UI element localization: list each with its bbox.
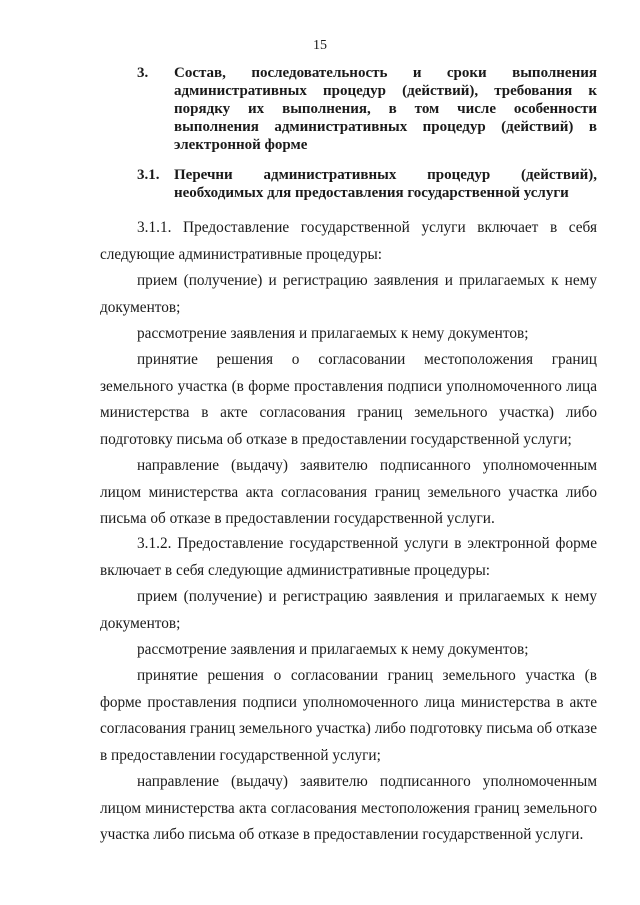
section-3-1-title: Перечни административных процедур (действий), необходимых для предоставления государственной услуги [174, 167, 597, 201]
list-item-review: рассмотрение заявления и прилагаемых к нему документов; [137, 325, 529, 342]
list-item-intake: прием (получение) и регистрацию заявления и прилагаемых к нему документов; [100, 272, 597, 316]
list-item-review-electronic: рассмотрение заявления и прилагаемых к нему документов; [137, 641, 529, 658]
paragraph-3-1-1: 3.1.1. Предоставление государственной услуги включает в себя следующие административные процедуры: [100, 219, 597, 263]
list-item-delivery: направление (выдачу) заявителю подписанного уполномоченным лицом министерства акта согласования границ земельного участка либо письма об отказе в предоставлении государственной услуги. [100, 457, 597, 527]
list-item-delivery-electronic: направление (выдачу) заявителю подписанного уполномоченным лицом министерства акта согласования местоположения границ земельного участка либо письма об отказе в предоставлении государственной услуги. [100, 773, 597, 843]
section-3-1-number: 3.1. [137, 167, 160, 183]
section-3-1-heading [137, 166, 597, 202]
list-item-intake-electronic: прием (получение) и регистрацию заявления и прилагаемых к нему документов; [100, 588, 597, 632]
section-3-heading [137, 64, 597, 154]
list-item-decision-electronic: принятие решения о согласовании границ земельного участка (в форме проставления подписи уполномоченного лица министерства в акте согласования границ земельного участка) либо подготовку письма об отказе в предоставлении государственной услуги; [100, 667, 597, 764]
section-3-number: 3. [137, 65, 149, 81]
list-item-decision: принятие решения о согласовании местоположения границ земельного участка (в форме проставления подписи уполномоченного лица министерства в акте согласования границ земельного участка) либо подготовку письма об отказе в предоставлении государственной услуги; [100, 351, 597, 448]
section-3-title: Состав, последовательность и сроки выполнения административных процедур (действий), требования к порядку их выполнения, в том числе особенности выполнения административных процедур (действий) в электронной форме [174, 65, 597, 153]
page-number: 15 [313, 38, 327, 53]
paragraph-3-1-2: 3.1.2. Предоставление государственной услуги в электронной форме включает в себя следующие административные процедуры: [100, 535, 597, 579]
